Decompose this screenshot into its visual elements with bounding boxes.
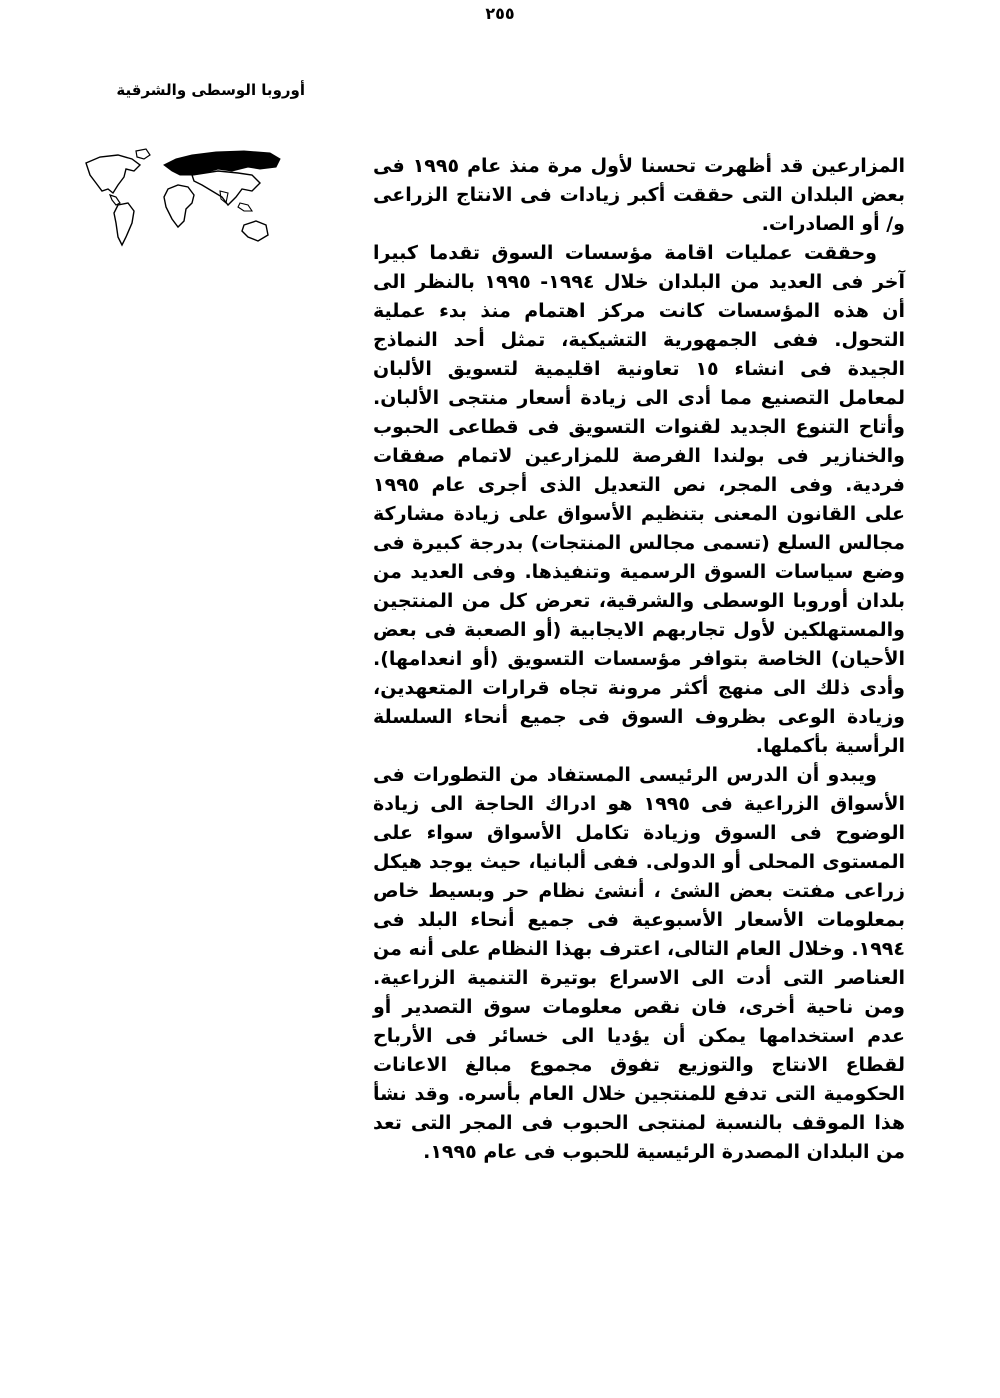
map-india — [220, 191, 228, 203]
map-australia — [242, 221, 268, 241]
map-central-america — [110, 195, 120, 205]
section-heading: أوروبا الوسطى والشرقية — [116, 81, 305, 99]
map-asia — [192, 171, 260, 205]
map-africa — [164, 185, 194, 227]
map-sea-islands — [238, 203, 252, 211]
map-south-america — [114, 203, 134, 245]
map-north-america — [86, 155, 140, 193]
world-map-image — [80, 145, 290, 270]
section-heading-container — [85, 80, 305, 99]
body-paragraph-3: ويبدو أن الدرس الرئيسى المستفاد من التطورات فى الأسواق الزراعية فى ١٩٩٥ هو ادراك الحاجة الى زيادة الوضوح فى السوق وزيادة تكامل الأسواق سواء على المستوى المحلى أو الدولى. ففى ألبانيا، حيث يوجد هيكل زراعى مفتت بعض الشئ ، أنشئ نظام حر وبسيط خاص بمعلومات الأسعار الأسبوعية فى جميع أنحاء البلد فى ١٩٩٤. وخلال العام التالى، اعترف بهذا النظام على أنه من العناصر التى أدت الى الاسراع بوتيرة التنمية الزراعية. ومن ناحية أخرى، فان نقص معلومات سوق التصدير أو عدم استخدامها يمكن أن يؤديا الى خسائر فى الأرباح لقطاع الانتاج والتوزيع تفوق مجموع مبالغ الاعانات الحكومية التى تدفع للمنتجين خلال العام بأسره. وقد نشأ هذا الموقف بالنسبة لمنتجى الحبوب فى المجر التى تعد من البلدان المصدرة الرئيسية للحبوب فى عام ١٩٩٥. — [373, 764, 905, 1163]
world-map-svg — [80, 145, 290, 270]
page-number: ٢٥٥ — [485, 4, 515, 23]
body-paragraph-2: وحققت عمليات اقامة مؤسسات السوق تقدما كبيرا آخر فى العديد من البلدان خلال ١٩٩٤- ١٩٩٥ بالنظر الى أن هذه المؤسسات كانت مركز اهتمام منذ بدء عملية التحول. ففى الجمهورية التشيكية، تمثل أحد النماذج الجيدة فى انشاء ١٥ تعاونية اقليمية لتسويق الألبان لمعامل التصنيع مما أدى الى زيادة أسعار منتجى الألبان. وأتاح التنوع الجديد لقنوات التسويق فى قطاعى الحبوب والخنازير فى بولندا الفرصة للمزارعين لاتمام صفقات فردية. وفى المجر، نص التعديل الذى أجرى عام ١٩٩٥ على القانون المعنى بتنظيم الأسواق على زيادة مشاركة مجالس السلع (تسمى مجالس المنتجات) بدرجة كبيرة فى وضع سياسات السوق الرسمية وتنفيذها. وفى العديد من بلدان أوروبا الوسطى والشرقية، تعرض كل من المنتجين والمستهلكين لأول تجاربهم الايجابية (أو الصعبة فى بعض الأحيان) الخاصة بتوافر مؤسسات التسويق (أو انعدامها). وأدى ذلك الى منهج أكثر مرونة تجاه قرارات المتعهدين، وزيادة الوعى بظروف السوق فى جميع أنحاء السلسلة الرأسية بأكملها. — [373, 242, 905, 757]
body-paragraph-1: المزارعين قد أظهرت تحسنا لأول مرة منذ عام ١٩٩٥ فى بعض البلدان التى حققت أكبر زيادات فى الانتاج الزراعى و/ أو الصادرات. — [373, 155, 905, 235]
body-text-column — [373, 152, 905, 1167]
map-greenland — [136, 149, 150, 159]
